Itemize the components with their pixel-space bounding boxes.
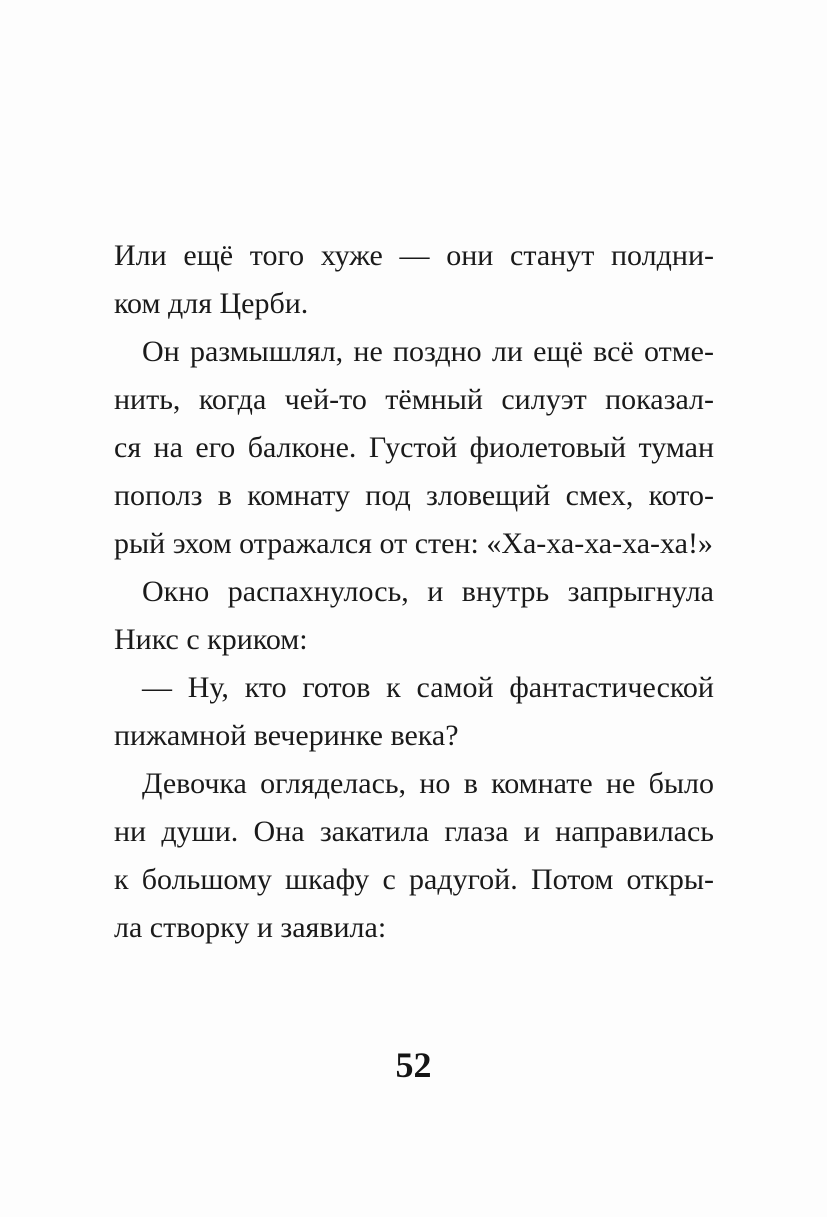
text-line: Окно распахнулось, и внутрь запрыгнула	[142, 575, 714, 608]
text-line: Девочка огляделась, но в комнате не было	[142, 767, 714, 800]
text-line: ла створку и заявила:	[114, 911, 387, 944]
text-line: — Ну, кто готов к самой фантастической	[142, 671, 714, 704]
text-line: ни души. Она закатила глаза и направилась	[114, 815, 714, 848]
page-number: 52	[395, 1045, 432, 1085]
text-line: к большому шкафу с радугой. Потом откры-	[114, 863, 714, 896]
text-line: Он размышлял, не поздно ли ещё всё отме-	[142, 335, 714, 368]
text-line: нить, когда чей-то тёмный силуэт показал-	[114, 383, 714, 416]
text-line: ся на его балконе. Густой фиолетовый туман	[114, 431, 714, 464]
text-line: пополз в комнату под зловещий смех, кото-	[114, 479, 714, 512]
text-line: ком для Церби.	[114, 287, 309, 320]
text-line: пижамной вечеринке века?	[114, 719, 459, 752]
text-line: рый эхом отражался от стен: «Ха-ха-ха-ха-ха!»	[114, 527, 713, 560]
page-text	[114, 232, 714, 952]
text-line: Или ещё того хуже — они станут полдни-	[114, 239, 714, 272]
text-line: Никс с криком:	[114, 623, 308, 656]
